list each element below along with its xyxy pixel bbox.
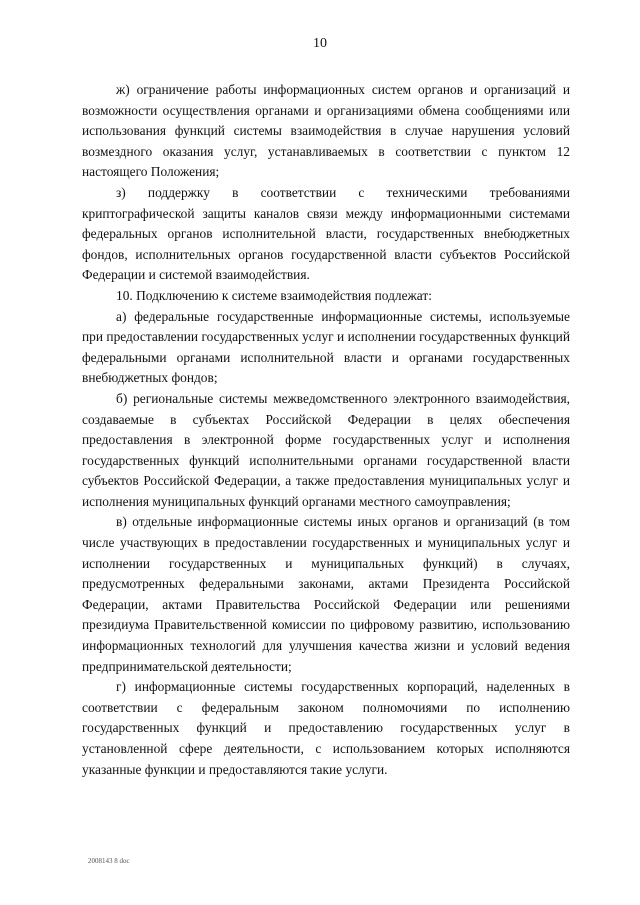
paragraph-b: б) региональные системы межведомственного электронного взаимодействия, создаваемые в субъектах Российской Федерации в целях обеспечения предоставления в электронной форме государственных услуг и исполнения государственных функций исполнительными органами государственной власти субъектов Российской Федерации, а также предоставления муниципальных услуг и исполнения муниципальных функций органами местного самоуправления; <box>82 390 570 509</box>
paragraph-a: а) федеральные государственные информационные системы, используемые при предоставлении государственных услуг и исполнении государственных функций федеральными органами исполнительной власти и органами государственных внебюджетных фондов; <box>82 308 570 386</box>
paragraph-zh: ж) ограничение работы информационных систем органов и организаций и возможности осуществления органами и организациями обмена сообщениями или использования функций системы взаимодействия в случае нарушения условий возмездного оказания услуг, устанавливаемых в соответствии с пунктом 12 настоящего Положения; <box>82 82 570 180</box>
footer-document-code: 2008143 8 doc <box>88 857 130 865</box>
paragraph-g: г) информационные системы государственных корпораций, наделенных в соответствии с федеральным законом полномочиями по исполнению государственных функций и предоставлению государственных услуг в установленной сфере деятельности, с использованием которых исполняются указанные функции и предоставляются такие услуги. <box>82 679 570 777</box>
page-number: 10 <box>313 36 327 51</box>
paragraph-z: з) поддержку в соответствии с техническими требованиями криптографической защиты каналов связи между информационными системами федеральных органов исполнительной власти, государственных внебюджетных фондов, исполнительных органов государственной власти субъектов Российской Федерации и системой взаимодействия. <box>82 184 570 283</box>
paragraph-v: в) отдельные информационные системы иных органов и организаций (в том числе участвующих в предоставлении государственных и муниципальных услуг и исполнении государственных и муниципальных функций) в случаях, предусмотренных федеральными законами, актами Президента Российской Федерации, актами Правительства Российской Федерации или решениями президиума Правительственной комиссии по цифровому развитию, использованию информационных технологий для улучшения качества жизни и условий ведения предпринимательской деятельности; <box>82 514 570 674</box>
document-body <box>82 80 570 780</box>
paragraph-section-10: 10. Подключению к системе взаимодействия подлежат: <box>116 287 432 303</box>
